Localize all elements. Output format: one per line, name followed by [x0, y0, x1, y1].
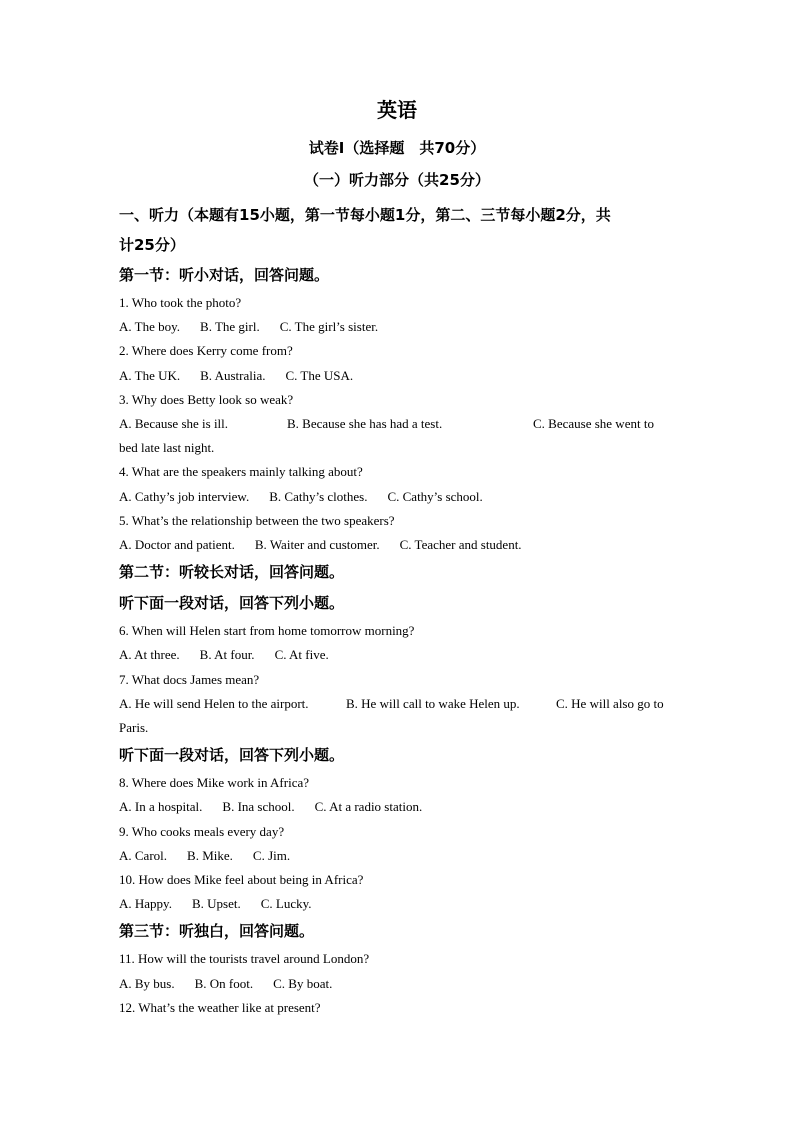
- part1-heading: 第一节：听小对话，回答问题。: [119, 266, 330, 284]
- question-1: 1. Who took the photo?: [119, 295, 242, 310]
- option-c: C. At a radio station.: [314, 799, 423, 815]
- option-b: B. He will call to wake Helen up.: [346, 695, 520, 711]
- option-a: A. At three.: [119, 647, 180, 663]
- question-9-options: [119, 844, 679, 868]
- part3-heading: 第三节：听独白，回答问题。: [119, 922, 315, 941]
- question-10-options: [119, 892, 679, 916]
- option-c: C. The girl’s sister.: [279, 319, 379, 335]
- question-2: 2. Where does Kerry come from?: [119, 343, 293, 359]
- question-7: 7. What docs James mean?: [119, 671, 260, 687]
- section-heading-line1: 一、听力（本题有15小题，第一节每小题1分，第二、三节每小题2分，共: [119, 206, 611, 224]
- option-a: A. By bus.: [119, 975, 175, 991]
- option-a: A. Carol.: [119, 847, 168, 863]
- option-b: B. Australia.: [200, 367, 266, 383]
- option-b: B. The girl.: [200, 319, 260, 335]
- question-7-options: [119, 692, 679, 716]
- question-1-options: [119, 315, 679, 339]
- option-b: B. On foot.: [194, 975, 254, 991]
- option-a: A. He will send Helen to the airport.: [119, 695, 309, 711]
- question-12: 12. What’s the weather like at present?: [119, 999, 321, 1015]
- option-a: A. Doctor and patient.: [119, 537, 235, 553]
- option-b: B. Upset.: [191, 896, 241, 912]
- option-a: A. Cathy’s job interview.: [119, 488, 250, 504]
- option-c: C. He will also go to: [556, 695, 664, 711]
- question-3: 3. Why does Betty look so weak?: [119, 391, 294, 407]
- option-c: C. Jim.: [252, 847, 291, 863]
- option-c: C. Because she went to: [533, 416, 654, 432]
- option-b: B. Mike.: [187, 847, 233, 863]
- question-10: 10. How does Mike feel about being in Africa?: [119, 872, 364, 888]
- option-b: B. Cathy’s clothes.: [269, 488, 368, 504]
- question-4: 4. What are the speakers mainly talking about?: [119, 464, 363, 480]
- option-b: B. Waiter and customer.: [254, 537, 380, 553]
- exam-content: [119, 200, 679, 1020]
- option-b: B. Because she has had a test.: [287, 416, 443, 432]
- question-6-options: [119, 643, 679, 667]
- page-title: 英语: [377, 98, 417, 122]
- question-6: 6. When will Helen start from home tomorrow morning?: [119, 623, 415, 639]
- question-5-options: [119, 533, 679, 557]
- section-heading-cont: [119, 230, 679, 260]
- question-5: 5. What’s the relationship between the two speakers?: [119, 512, 395, 528]
- question-7-option-c-cont: Paris.: [119, 720, 149, 736]
- part-subtitle: （一）听力部分（共25分）: [304, 171, 490, 189]
- section-heading-line2: 计25分）: [119, 236, 185, 254]
- option-c: C. At five.: [274, 647, 329, 663]
- question-3-options: [119, 412, 679, 436]
- option-a: A. The boy.: [119, 319, 181, 335]
- dialog-intro: 听下面一段对话，回答下列小题。: [119, 746, 345, 765]
- part2-heading: 第二节：听较长对话，回答问题。: [119, 563, 345, 582]
- question-8: 8. Where does Mike work in Africa?: [119, 775, 310, 791]
- option-c: C. Lucky.: [260, 896, 312, 912]
- option-b: B. Ina school.: [222, 799, 295, 815]
- question-9: 9. Who cooks meals every day?: [119, 823, 285, 839]
- option-a: A. The UK.: [119, 367, 181, 383]
- question-4-options: [119, 485, 679, 509]
- question-11-options: [119, 972, 679, 996]
- option-a: A. Happy.: [119, 896, 172, 912]
- option-c: C. Teacher and student.: [399, 537, 522, 553]
- paper-subtitle: 试卷Ⅰ（选择题 共70分）: [308, 139, 486, 157]
- question-3-option-c-cont: bed late last night.: [119, 440, 215, 456]
- question-8-options: [119, 795, 679, 819]
- section-heading: [119, 200, 679, 230]
- dialog-intro: 听下面一段对话，回答下列小题。: [119, 594, 345, 613]
- question-11: 11. How will the tourists travel around London?: [119, 951, 370, 967]
- option-b: B. At four.: [199, 647, 255, 663]
- option-c: C. The USA.: [285, 367, 354, 383]
- option-c: C. By boat.: [273, 975, 333, 991]
- option-a: A. In a hospital.: [119, 799, 203, 815]
- question-2-options: [119, 364, 679, 388]
- option-c: C. Cathy’s school.: [387, 488, 483, 504]
- option-a: A. Because she is ill.: [119, 416, 229, 432]
